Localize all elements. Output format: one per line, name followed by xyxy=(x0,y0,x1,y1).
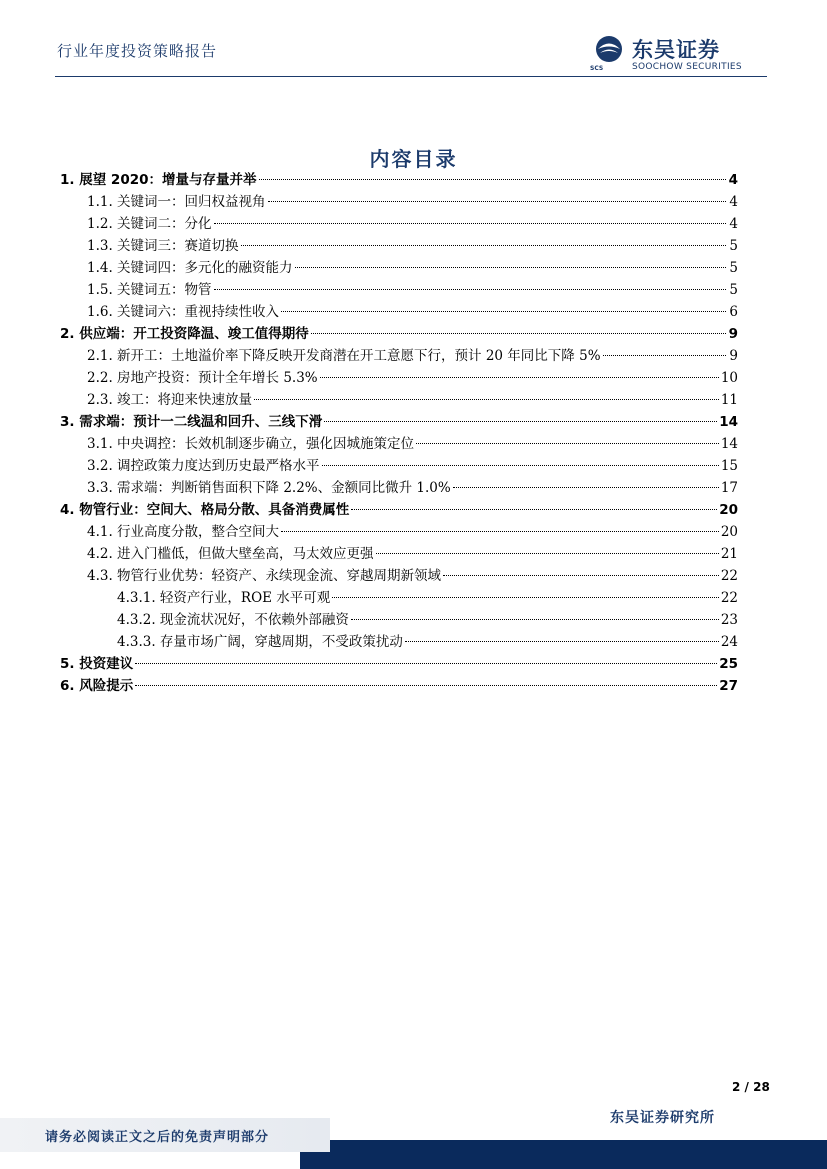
toc-entry-page: 27 xyxy=(719,678,738,694)
toc-entry-label: 2.3. 竣工：将迎来快速放量 xyxy=(87,392,253,408)
toc-entry-page: 20 xyxy=(719,502,738,518)
toc-entry[interactable] xyxy=(60,631,738,653)
toc-entry-page: 22 xyxy=(720,568,738,584)
toc-entry[interactable] xyxy=(60,257,738,279)
institute-name: 东吴证券研究所 xyxy=(610,1110,715,1126)
toc-leader-dots xyxy=(351,509,717,510)
toc-entry-label: 3.3. 需求端：判断销售面积下降 2.2%、金额同比微升 1.0% xyxy=(87,480,451,496)
toc-entry-label: 3.2. 调控政策力度达到历史最严格水平 xyxy=(87,458,320,474)
toc-entry-page: 22 xyxy=(720,590,738,606)
page-indicator: 2 / 28 xyxy=(732,1080,770,1094)
toc-leader-dots xyxy=(311,333,726,334)
toc-entry-label: 4.3. 物管行业优势：轻资产、永续现金流、穿越周期新领域 xyxy=(87,568,442,584)
toc-leader-dots xyxy=(214,223,726,224)
toc-entry[interactable] xyxy=(60,477,738,499)
toc-entry-page: 23 xyxy=(720,612,738,628)
toc-entry[interactable] xyxy=(60,455,738,477)
toc-entry-page: 25 xyxy=(719,656,738,672)
toc-entry[interactable] xyxy=(60,345,738,367)
toc-entry[interactable] xyxy=(60,653,738,675)
toc-entry-page: 5 xyxy=(729,282,738,298)
toc-leader-dots xyxy=(259,179,727,180)
toc-entry-label: 4. 物管行业：空间大、格局分散、具备消费属性 xyxy=(60,502,350,518)
toc-entry[interactable] xyxy=(60,521,738,543)
brand-logo xyxy=(590,34,770,76)
toc-entry-page: 21 xyxy=(720,546,738,562)
toc-entry-page: 14 xyxy=(720,436,738,452)
toc-entry-label: 2. 供应端：开工投资降温、竣工值得期待 xyxy=(60,326,309,342)
logo-chinese-name: 东吴证券 xyxy=(632,38,720,62)
toc-entry[interactable] xyxy=(60,609,738,631)
toc-entry-page: 9 xyxy=(728,326,738,342)
report-type-label: 行业年度投资策略报告 xyxy=(57,42,218,60)
toc-leader-dots xyxy=(603,355,726,356)
footer-bar xyxy=(300,1140,827,1169)
toc-entry[interactable] xyxy=(60,543,738,565)
toc-entry-page: 4 xyxy=(729,194,738,210)
toc-leader-dots xyxy=(324,421,717,422)
toc-entry-label: 4.3.1. 轻资产行业，ROE 水平可观 xyxy=(117,590,331,606)
toc-entry-page: 9 xyxy=(729,348,738,364)
toc-leader-dots xyxy=(281,531,719,532)
disclaimer-notice: 请务必阅读正文之后的免责声明部分 xyxy=(45,1130,270,1145)
toc-entry-label: 4.1. 行业高度分散，整合空间大 xyxy=(87,524,280,540)
toc-entry[interactable] xyxy=(60,411,738,433)
toc-leader-dots xyxy=(241,245,726,246)
toc-leader-dots xyxy=(254,399,719,400)
toc-entry[interactable] xyxy=(60,191,738,213)
toc-leader-dots xyxy=(416,443,719,444)
toc-entry[interactable] xyxy=(60,499,738,521)
toc-leader-dots xyxy=(332,597,719,598)
toc-entry-label: 1.3. 关键词三：赛道切换 xyxy=(87,238,239,254)
toc-entry-page: 6 xyxy=(729,304,738,320)
toc-entry-label: 1.2. 关键词二：分化 xyxy=(87,216,212,232)
toc-entry-label: 4.3.2. 现金流状况好，不依赖外部融资 xyxy=(117,612,349,628)
toc-entry-label: 2.1. 新开工：土地溢价率下降反映开发商潜在开工意愿下行，预计 20 年同比下降 5% xyxy=(87,348,601,364)
toc-leader-dots xyxy=(320,377,719,378)
toc-entry[interactable] xyxy=(60,213,738,235)
toc-entry-page: 14 xyxy=(719,414,738,430)
toc-entry[interactable] xyxy=(60,367,738,389)
table-of-contents xyxy=(60,169,738,697)
toc-entry-label: 3.1. 中央调控：长效机制逐步确立，强化因城施策定位 xyxy=(87,436,415,452)
toc-leader-dots xyxy=(322,465,719,466)
toc-entry[interactable] xyxy=(60,169,738,191)
toc-leader-dots xyxy=(135,663,717,664)
toc-entry-label: 2.2. 房地产投资：预计全年增长 5.3% xyxy=(87,370,318,386)
toc-leader-dots xyxy=(281,311,726,312)
toc-leader-dots xyxy=(214,289,726,290)
toc-entry[interactable] xyxy=(60,587,738,609)
toc-leader-dots xyxy=(295,267,726,268)
toc-entry[interactable] xyxy=(60,323,738,345)
toc-entry-label: 5. 投资建议 xyxy=(60,656,134,672)
toc-leader-dots xyxy=(376,553,719,554)
toc-leader-dots xyxy=(443,575,719,576)
toc-entry[interactable] xyxy=(60,389,738,411)
header-divider xyxy=(55,76,767,77)
toc-entry-label: 1.1. 关键词一：回归权益视角 xyxy=(87,194,266,210)
toc-entry-label: 4.3.3. 存量市场广阔，穿越周期，不受政策扰动 xyxy=(117,634,403,650)
toc-entry-label: 1. 展望 2020：增量与存量并举 xyxy=(60,172,257,188)
toc-leader-dots xyxy=(453,487,719,488)
toc-entry-page: 24 xyxy=(720,634,738,650)
toc-entry[interactable] xyxy=(60,279,738,301)
toc-entry-page: 4 xyxy=(728,172,738,188)
toc-entry[interactable] xyxy=(60,433,738,455)
toc-entry-label: 1.6. 关键词六：重视持续性收入 xyxy=(87,304,280,320)
logo-english-name: SOOCHOW SECURITIES xyxy=(632,62,742,72)
toc-entry-label: 1.4. 关键词四：多元化的融资能力 xyxy=(87,260,293,276)
toc-entry-label: 4.2. 进入门槛低，但做大壁垒高，马太效应更强 xyxy=(87,546,374,562)
toc-entry-page: 4 xyxy=(729,216,738,232)
toc-entry[interactable] xyxy=(60,675,738,697)
toc-entry-page: 10 xyxy=(720,370,738,386)
toc-entry-label: 1.5. 关键词五：物管 xyxy=(87,282,212,298)
toc-entry-page: 20 xyxy=(720,524,738,540)
toc-entry-page: 11 xyxy=(720,392,738,408)
toc-entry-page: 15 xyxy=(720,458,738,474)
toc-entry-page: 5 xyxy=(729,238,738,254)
toc-entry[interactable] xyxy=(60,565,738,587)
toc-heading: 内容目录 xyxy=(369,147,458,171)
toc-entry[interactable] xyxy=(60,301,738,323)
toc-entry[interactable] xyxy=(60,235,738,257)
toc-entry-label: 3. 需求端：预计一二线温和回升、三线下滑 xyxy=(60,414,323,430)
toc-entry-page: 17 xyxy=(720,480,738,496)
toc-leader-dots xyxy=(351,619,719,620)
logo-mark-text: SCS xyxy=(590,65,604,72)
toc-leader-dots xyxy=(405,641,719,642)
toc-entry-page: 5 xyxy=(729,260,738,276)
toc-leader-dots xyxy=(135,685,717,686)
toc-leader-dots xyxy=(268,201,726,202)
toc-entry-label: 6. 风险提示 xyxy=(60,678,134,694)
